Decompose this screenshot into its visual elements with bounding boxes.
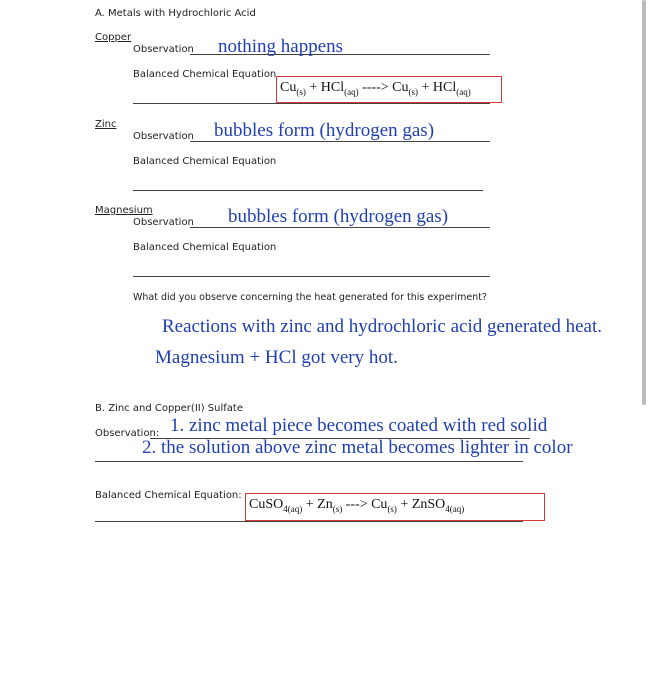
section-b-observation-line-2 xyxy=(95,461,523,462)
magnesium-equation-line xyxy=(133,276,490,277)
zinc-observation-value: bubbles form (hydrogen gas) xyxy=(214,120,435,141)
heat-answer-1: Reactions with zinc and hydrochloric acid generated heat. xyxy=(162,316,602,337)
section-b-observation-2: 2. the solution above zinc metal becomes lighter in color xyxy=(142,437,573,458)
copper-observation-label: Observation xyxy=(133,44,194,55)
copper-observation-value: nothing happens xyxy=(218,36,344,57)
copper-equation-line xyxy=(133,103,490,104)
magnesium-observation-value: bubbles form (hydrogen gas) xyxy=(228,206,449,227)
zinc-observation-label: Observation xyxy=(133,131,194,142)
copper-equation-label: Balanced Chemical Equation xyxy=(133,69,277,80)
section-b-observation-label: Observation: xyxy=(95,428,160,439)
magnesium-equation-label: Balanced Chemical Equation xyxy=(133,242,277,253)
section-b-title: B. Zinc and Copper(II) Sulfate xyxy=(95,403,243,414)
vertical-scrollbar[interactable] xyxy=(642,0,646,405)
section-b-equation-label: Balanced Chemical Equation: xyxy=(95,490,242,501)
section-b-equation: CuSO$_{4(aq)}$ + $Zn_{(s)}$ ---> $Cu_{(s)}$ + ZnSO$_{4(aq)}$ xyxy=(249,497,465,514)
section-b-equation-line xyxy=(95,521,523,522)
section-b-observation-1: 1. zinc metal piece becomes coated with red solid xyxy=(170,415,548,436)
magnesium-label: Magnesium xyxy=(95,205,153,216)
heat-question: What did you observe concerning the heat generated for this experiment? xyxy=(133,292,487,303)
copper-label: Copper xyxy=(95,32,132,43)
zinc-equation-line xyxy=(133,190,483,191)
section-a-title: A. Metals with Hydrochloric Acid xyxy=(95,8,256,19)
magnesium-observation-label: Observation xyxy=(133,217,194,228)
zinc-equation-label: Balanced Chemical Equation xyxy=(133,156,277,167)
heat-answer-2: Magnesium + HCl got very hot. xyxy=(155,347,398,368)
zinc-label: Zinc xyxy=(95,119,117,130)
copper-equation: $Cu_{(s)} + HCl_{(aq)}$ ----> $Cu_{(s)} + HCl_{(aq)}$ xyxy=(280,80,471,97)
